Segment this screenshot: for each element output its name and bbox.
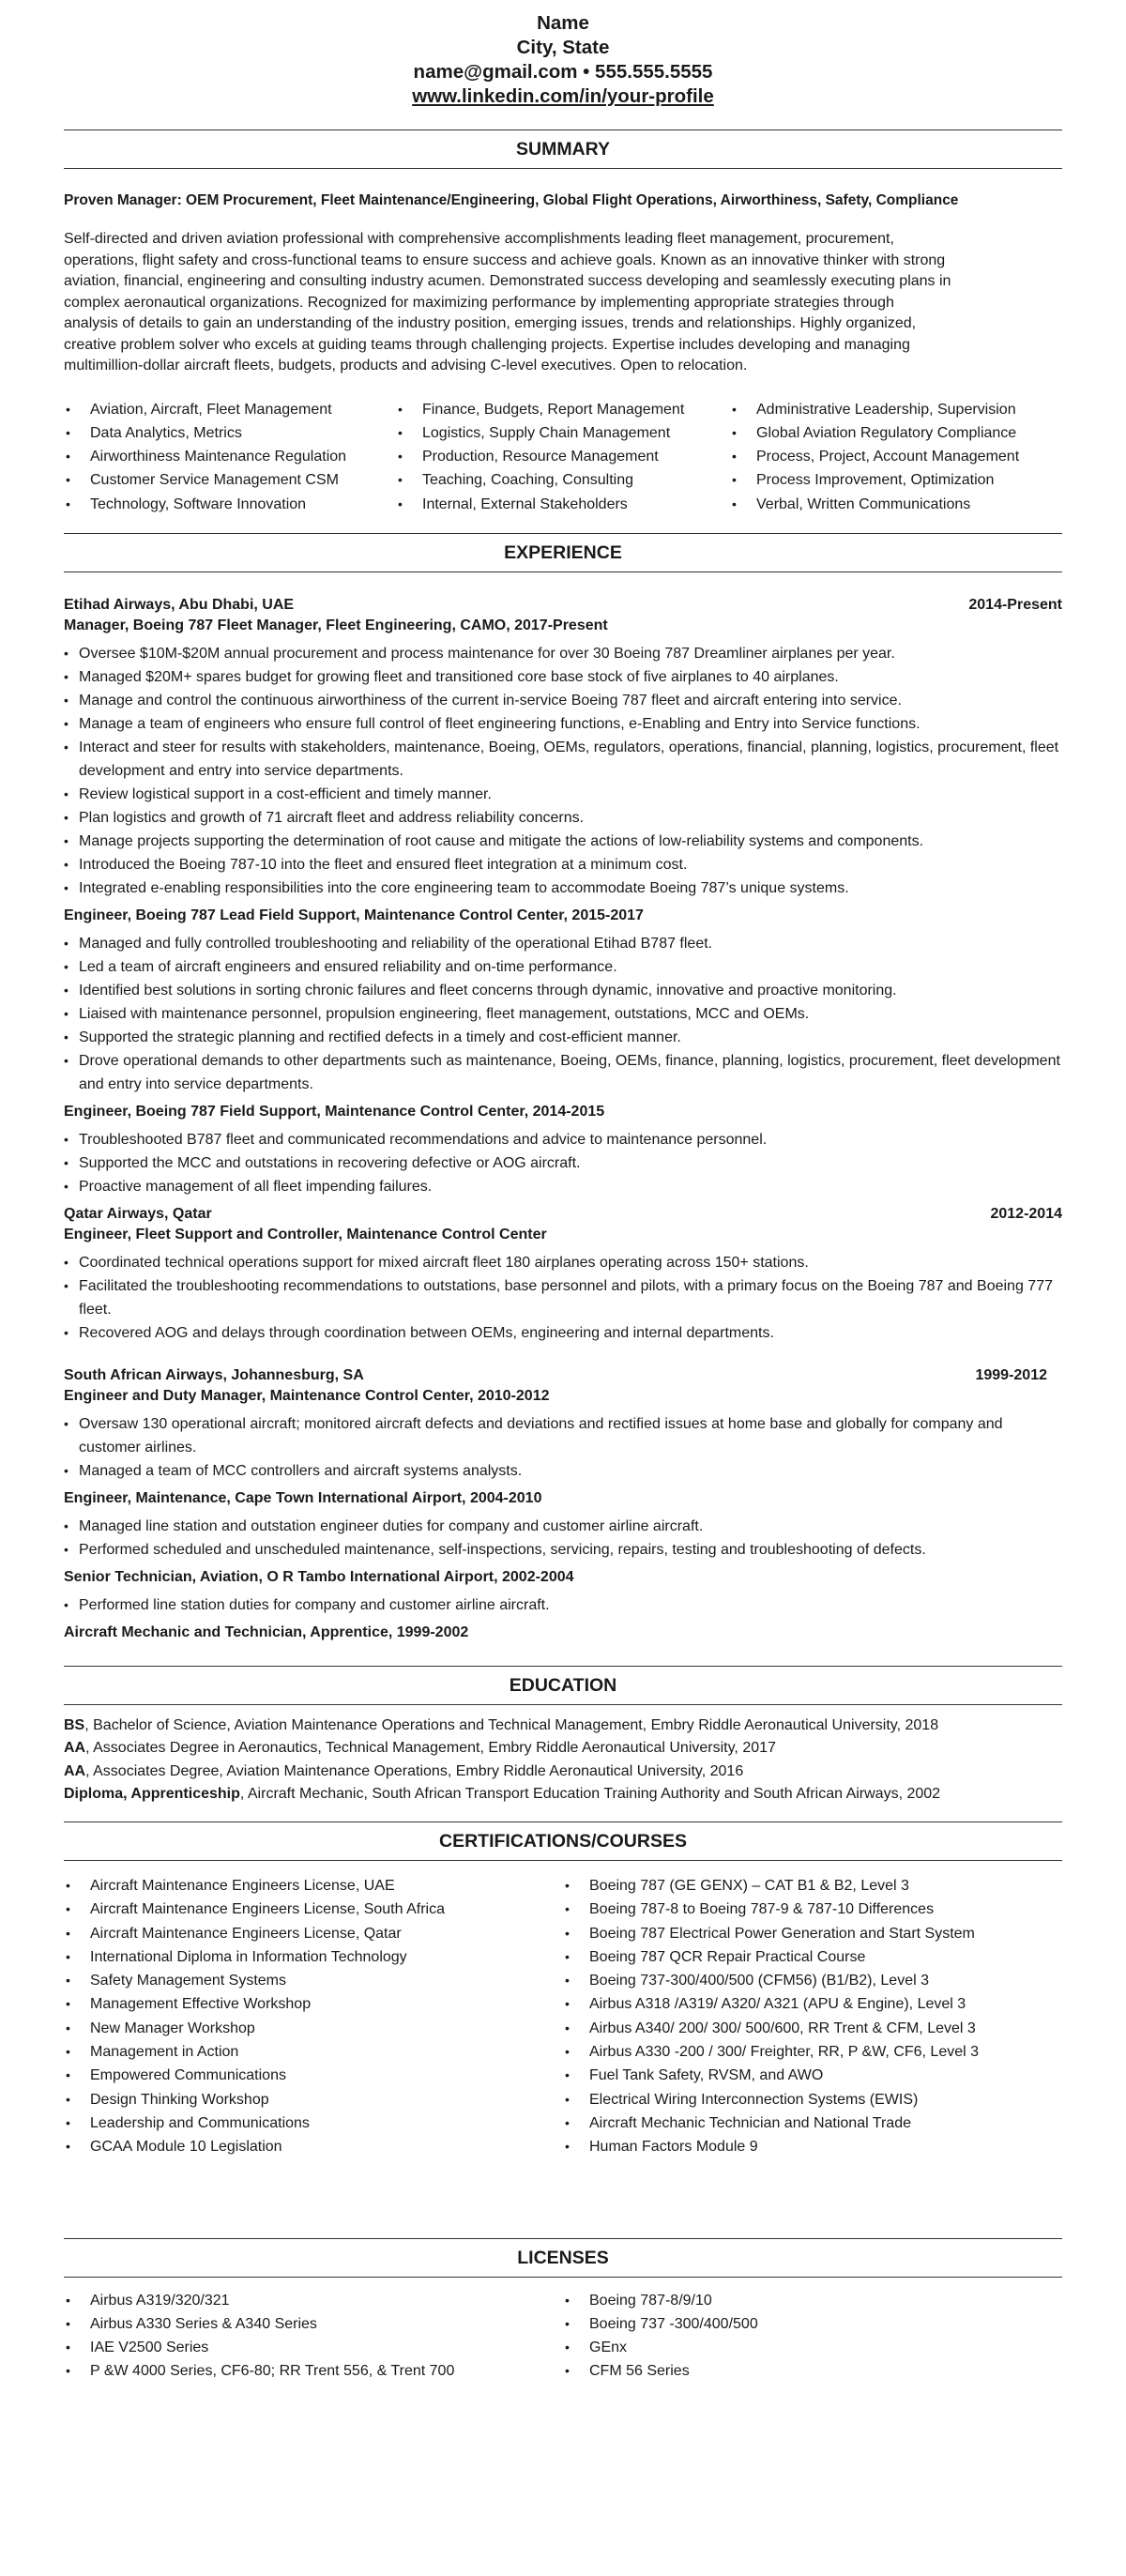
divider — [64, 2238, 1062, 2239]
certifications-title: CERTIFICATIONS/COURSES — [439, 1830, 687, 1852]
degree-detail: , Associates Degree in Aeronautics, Technical Management, Embry Riddle Aeronautical University, 2017 — [85, 1740, 776, 1757]
role-title: Senior Technician, Aviation, O R Tambo International Airport, 2002-2004 — [64, 1568, 574, 1585]
linkedin-link[interactable]: www.linkedin.com/in/your-profile — [412, 85, 714, 107]
licenses-grid — [64, 2289, 1062, 2384]
divider — [64, 168, 1062, 169]
license-item: • CFM 56 Series — [563, 2359, 1062, 2383]
certification-item: • International Diploma in Information Technology — [64, 1945, 563, 1969]
bullet-item: • Interact and steer for results with stakeholders, maintenance, Boeing, OEMs, regulators, operations, financial, planning, logistics, procurement, fleet development and entry into service departments. — [64, 736, 1062, 783]
certification-item: • Boeing 787 QCR Repair Practical Course — [563, 1945, 1062, 1969]
summary-line: aviation, financial, engineering and consulting industry acumen. Demonstrated success developing and seamlessly executing plans in — [64, 273, 951, 289]
role-bullets — [64, 1128, 1062, 1198]
certification-item: • Design Thinking Workshop — [64, 2088, 563, 2111]
summary-line: creative problem solver who excels at guiding teams through challenging projects. Expertise includes developing and managing — [64, 336, 910, 353]
license-item: • IAE V2500 Series — [64, 2336, 563, 2359]
summary-line: complex aeronautical organizations. Recognized for maximizing performance by implementing appropriate strategies through — [64, 294, 894, 311]
role-title: Engineer, Boeing 787 Field Support, Maintenance Control Center, 2014-2015 — [64, 1103, 605, 1120]
bullet-item: • Oversee $10M-$20M annual procurement and process maintenance for over 30 Boeing 787 Dreamliner airplanes per year. — [64, 642, 1062, 665]
employer-row — [64, 595, 1062, 616]
license-item: • Boeing 787-8/9/10 — [563, 2289, 1062, 2312]
education-list — [64, 1715, 1062, 1806]
certification-item: • Airbus A340/ 200/ 300/ 500/600, RR Trent & CFM, Level 3 — [563, 2017, 1062, 2040]
bullet-item: • Managed line station and outstation engineer duties for company and customer airline aircraft. — [64, 1515, 1062, 1538]
licenses-section-header — [64, 2238, 1062, 2278]
skill-item: • Teaching, Coaching, Consulting — [396, 468, 730, 492]
bullet-item: • Managed a team of MCC controllers and aircraft systems analysts. — [64, 1459, 1062, 1483]
licenses-column — [64, 2289, 563, 2384]
bullet-item: • Led a team of aircraft engineers and ensured reliability and on-time performance. — [64, 955, 1062, 979]
resume-page — [64, 0, 1062, 2384]
certifications-grid — [64, 1874, 1062, 2159]
skill-item: • Airworthiness Maintenance Regulation — [64, 445, 396, 468]
skill-item: • Customer Service Management CSM — [64, 468, 396, 492]
bullet-item: • Performed line station duties for company and customer airline aircraft. — [64, 1593, 1062, 1617]
role-title: Aircraft Mechanic and Technician, Apprentice, 1999-2002 — [64, 1623, 469, 1640]
skill-item: • Technology, Software Innovation — [64, 493, 396, 516]
certification-item: • Aircraft Maintenance Engineers License, Qatar — [64, 1922, 563, 1945]
licenses-column — [563, 2289, 1062, 2384]
license-item: • Airbus A330 Series & A340 Series — [64, 2312, 563, 2336]
license-item: • Airbus A319/320/321 — [64, 2289, 563, 2312]
bullet-item: • Troubleshooted B787 fleet and communicated recommendations and advice to maintenance personnel. — [64, 1128, 1062, 1151]
certification-item: • GCAA Module 10 Legislation — [64, 2135, 563, 2158]
certification-item: • Management in Action — [64, 2040, 563, 2064]
bullet-item: • Introduced the Boeing 787-10 into the fleet and ensured fleet integration at a minimum cost. — [64, 853, 1062, 876]
employer-name: Etihad Airways, Abu Dhabi, UAE — [64, 596, 295, 613]
licenses-title: LICENSES — [517, 2247, 609, 2268]
skill-item: • Process, Project, Account Management — [730, 445, 1062, 468]
bullet-item: • Supported the MCC and outstations in recovering defective or AOG aircraft. — [64, 1151, 1062, 1175]
skill-item: • Administrative Leadership, Supervision — [730, 398, 1062, 421]
education-title: EDUCATION — [509, 1674, 617, 1696]
education-entry — [64, 1737, 1062, 1761]
job-qatar — [64, 1204, 1062, 1345]
skill-item: • Production, Resource Management — [396, 445, 730, 468]
divider — [64, 1666, 1062, 1667]
candidate-contact: name@gmail.com • 555.555.5555 — [413, 61, 713, 83]
certification-item: • Boeing 787-8 to Boeing 787-9 & 787-10 Differences — [563, 1898, 1062, 1921]
job-saa — [64, 1365, 1062, 1643]
divider — [64, 1821, 1062, 1822]
role-title: Engineer and Duty Manager, Maintenance Control Center, 2010-2012 — [64, 1387, 550, 1404]
license-item: • P &W 4000 Series, CF6-80; RR Trent 556, & Trent 700 — [64, 2359, 563, 2383]
role-bullets — [64, 1251, 1062, 1345]
bullet-item: • Oversaw 130 operational aircraft; monitored aircraft defects and deviations and rectified issues at home base and globally for company and customer airlines. — [64, 1412, 1062, 1459]
employment-dates: 2014-Present — [968, 596, 1062, 613]
role-bullets — [64, 1412, 1062, 1483]
degree-detail: , Associates Degree, Aviation Maintenance Operations, Embry Riddle Aeronautical University, 2016 — [85, 1762, 744, 1779]
role-bullets — [64, 1593, 1062, 1617]
skill-item: • Aviation, Aircraft, Fleet Management — [64, 398, 396, 421]
divider — [64, 1860, 1062, 1861]
bullet-item: • Facilitated the troubleshooting recommendations to outstations, base personnel and pilots, with a primary focus on the Boeing 787 and Boeing 777 fleet. — [64, 1274, 1062, 1321]
certification-item: • Airbus A330 -200 / 300/ Freighter, RR, P &W, CF6, Level 3 — [563, 2040, 1062, 2064]
certification-item: • Human Factors Module 9 — [563, 2135, 1062, 2158]
experience-title: EXPERIENCE — [504, 541, 622, 563]
bullet-item: • Managed $20M+ spares budget for growing fleet and transitioned core base stock of five airplanes to 40 airplanes. — [64, 665, 1062, 689]
certification-item: • Boeing 737-300/400/500 (CFM56) (B1/B2), Level 3 — [563, 1969, 1062, 1992]
bullet-item: • Performed scheduled and unscheduled maintenance, self-inspections, servicing, repairs, testing and troubleshooting of defects. — [64, 1538, 1062, 1562]
role-title: Engineer, Maintenance, Cape Town International Airport, 2004-2010 — [64, 1489, 542, 1506]
bullet-item: • Manage and control the continuous airworthiness of the current in-service Boeing 787 fleet and aircraft entering into service. — [64, 689, 1062, 712]
license-item: • Boeing 737 -300/400/500 — [563, 2312, 1062, 2336]
certifications-column — [64, 1874, 563, 2159]
bullet-item: • Manage a team of engineers who ensure full control of fleet engineering functions, e-Enabling and Entry into Service functions. — [64, 712, 1062, 736]
divider — [64, 1704, 1062, 1705]
role-title: Engineer, Fleet Support and Controller, Maintenance Control Center — [64, 1226, 547, 1242]
employer-row — [64, 1365, 1062, 1386]
bullet-item: • Drove operational demands to other departments such as maintenance, Boeing, OEMs, finance, planning, logistics, procurement, fleet development and entry into service departments. — [64, 1049, 1062, 1096]
summary-line: operations, flight safety and cross-functional teams to ensure success and achieve goals. Known as an innovative thinker with strong — [64, 252, 946, 268]
education-entry — [64, 1715, 1062, 1738]
candidate-name: Name — [537, 12, 589, 34]
bullet-item: • Coordinated technical operations support for mixed aircraft fleet 180 airplanes operating across 150+ stations. — [64, 1251, 1062, 1274]
bullet-item: • Plan logistics and growth of 71 aircraft fleet and address reliability concerns. — [64, 806, 1062, 830]
skill-item: • Verbal, Written Communications — [730, 493, 1062, 516]
degree-name: AA — [64, 1740, 86, 1757]
degree-name: BS — [64, 1716, 85, 1733]
summary-line: Self-directed and driven aviation professional with comprehensive accomplishments leading fleet management, procurement, — [64, 231, 894, 247]
bullet-item: • Supported the strategic planning and rectified defects in a timely and cost-efficient manner. — [64, 1026, 1062, 1049]
certification-item: • Boeing 787 (GE GENX) – CAT B1 & B2, Level 3 — [563, 1874, 1062, 1898]
degree-name: Diploma, Apprenticeship — [64, 1786, 240, 1803]
role-bullets — [64, 642, 1062, 900]
summary-section-header — [64, 130, 1062, 169]
bullet-item: • Managed and fully controlled troubleshooting and reliability of the operational Etihad B787 fleet. — [64, 932, 1062, 955]
skills-column — [64, 398, 396, 516]
resume-header — [64, 0, 1062, 109]
skill-item: • Global Aviation Regulatory Compliance — [730, 421, 1062, 445]
employer-name: Qatar Airways, Qatar — [64, 1205, 212, 1222]
role-title: Engineer, Boeing 787 Lead Field Support, Maintenance Control Center, 2015-2017 — [64, 907, 644, 923]
bullet-item: • Review logistical support in a cost-efficient and timely manner. — [64, 783, 1062, 806]
role-title: Manager, Boeing 787 Fleet Manager, Fleet Engineering, CAMO, 2017-Present — [64, 617, 608, 633]
skill-item: • Logistics, Supply Chain Management — [396, 421, 730, 445]
candidate-location: City, State — [516, 37, 610, 58]
skills-column — [396, 398, 730, 516]
education-entry — [64, 1761, 1062, 1784]
divider — [64, 533, 1062, 534]
certifications-column — [563, 1874, 1062, 2159]
certification-item: • New Manager Workshop — [64, 2017, 563, 2040]
certification-item: • Management Effective Workshop — [64, 1992, 563, 2016]
skill-item: • Finance, Budgets, Report Management — [396, 398, 730, 421]
bullet-item: • Manage projects supporting the determination of root cause and mitigate the actions of low-reliability systems and components. — [64, 830, 1062, 853]
employer-name: South African Airways, Johannesburg, SA — [64, 1366, 364, 1383]
certifications-section-header — [64, 1821, 1062, 1861]
summary-headline: Proven Manager: OEM Procurement, Fleet Maintenance/Engineering, Global Flight Operations, Airworthiness, Safety, Compliance — [64, 192, 959, 208]
employment-dates: 1999-2012 — [975, 1366, 1047, 1383]
skill-item: • Data Analytics, Metrics — [64, 421, 396, 445]
license-item: • GEnx — [563, 2336, 1062, 2359]
skill-item: • Internal, External Stakeholders — [396, 493, 730, 516]
employer-row — [64, 1204, 1062, 1225]
certification-item: • Boeing 787 Electrical Power Generation and Start System — [563, 1922, 1062, 1945]
bullet-item: • Integrated e-enabling responsibilities into the core engineering team to accommodate Boeing 787’s unique systems. — [64, 876, 1062, 900]
summary-paragraph — [64, 229, 1062, 377]
certification-item: • Aircraft Maintenance Engineers License, UAE — [64, 1874, 563, 1898]
divider — [64, 2277, 1062, 2278]
employment-dates: 2012-2014 — [990, 1205, 1062, 1222]
certification-item: • Leadership and Communications — [64, 2111, 563, 2135]
experience-section-header — [64, 533, 1062, 572]
education-entry — [64, 1783, 1062, 1806]
job-etihad — [64, 595, 1062, 1198]
certification-item: • Aircraft Mechanic Technician and National Trade — [563, 2111, 1062, 2135]
skills-grid — [64, 398, 1062, 516]
bullet-item: • Identified best solutions in sorting chronic failures and fleet concerns through dynamic, innovative and proactive monitoring. — [64, 979, 1062, 1002]
degree-name: AA — [64, 1762, 86, 1779]
certification-item: • Safety Management Systems — [64, 1969, 563, 1992]
role-bullets — [64, 932, 1062, 1096]
degree-detail: , Bachelor of Science, Aviation Maintenance Operations and Technical Management, Embry Riddle Aeronautical University, 2018 — [84, 1716, 939, 1733]
summary-line: multimillion-dollar aircraft fleets, budgets, products and advising C-level executives. Open to relocation. — [64, 358, 748, 373]
skill-item: • Process Improvement, Optimization — [730, 468, 1062, 492]
summary-line: analysis of details to gain an understanding of the industry position, emerging issues, trends and relationships. Highly organized, — [64, 315, 917, 331]
degree-detail: , Aircraft Mechanic, South African Transport Education Training Authority and South African Airways, 2002 — [239, 1786, 941, 1803]
certification-item: • Aircraft Maintenance Engineers License, South Africa — [64, 1898, 563, 1921]
summary-title: SUMMARY — [515, 139, 611, 160]
certification-item: • Empowered Communications — [64, 2064, 563, 2087]
certification-item: • Fuel Tank Safety, RVSM, and AWO — [563, 2064, 1062, 2087]
certification-item: • Electrical Wiring Interconnection Systems (EWIS) — [563, 2088, 1062, 2111]
education-section-header — [64, 1666, 1062, 1705]
role-bullets — [64, 1515, 1062, 1562]
certification-item: • Airbus A318 /A319/ A320/ A321 (APU & Engine), Level 3 — [563, 1992, 1062, 2016]
skills-column — [730, 398, 1062, 516]
bullet-item: • Proactive management of all fleet impending failures. — [64, 1175, 1062, 1198]
bullet-item: • Recovered AOG and delays through coordination between OEMs, engineering and internal departments. — [64, 1321, 1062, 1345]
bullet-item: • Liaised with maintenance personnel, propulsion engineering, fleet management, outstations, MCC and OEMs. — [64, 1002, 1062, 1026]
